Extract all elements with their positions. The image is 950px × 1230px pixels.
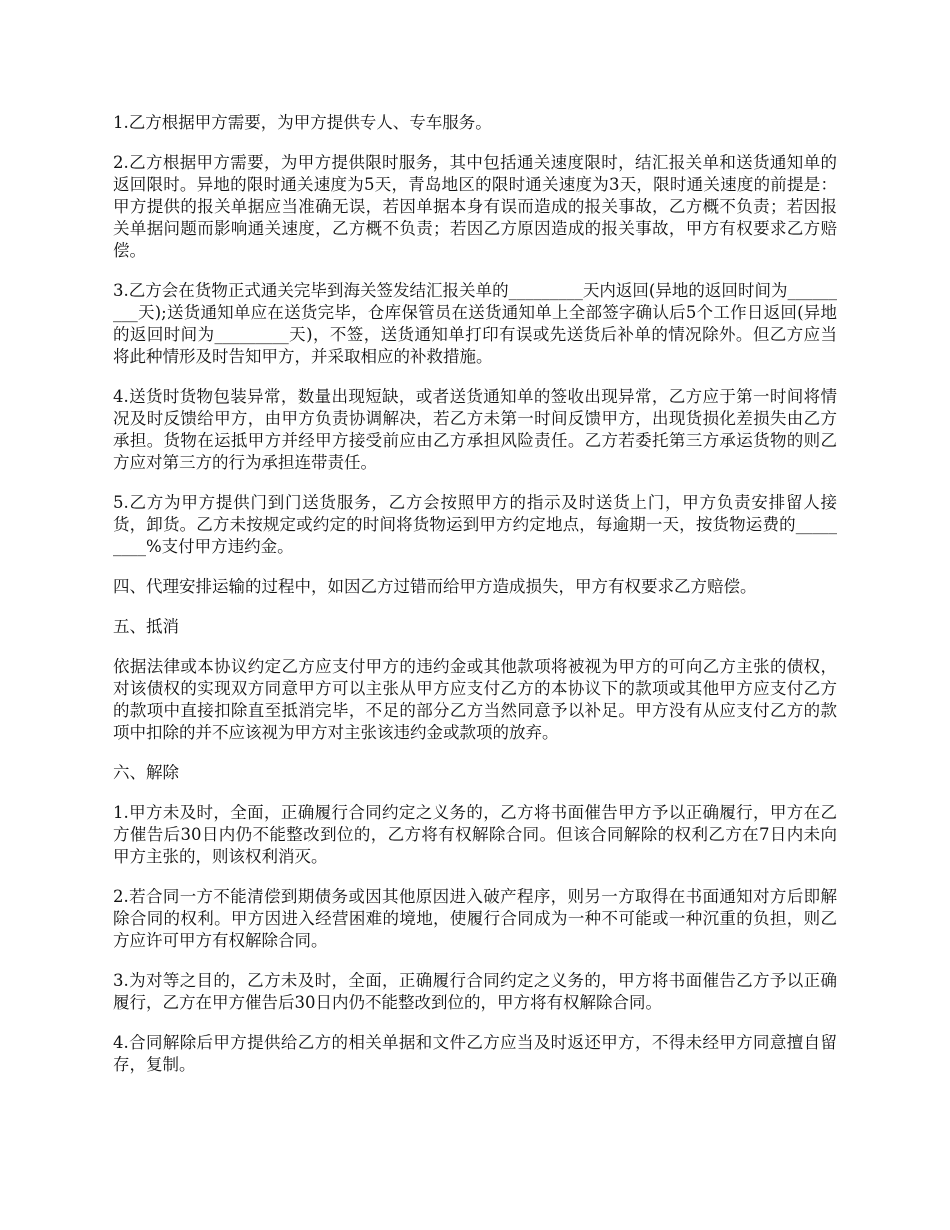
section-5-heading: 五、抵消	[113, 617, 179, 636]
clause-4-delivery-exception: 4.送货时货物包装异常，数量出现短缺，或者送货通知单的签收出现异常，乙方应于第一时间将情况及时反馈给甲方，由甲方负责协调解决，若乙方未第一时间反馈甲方，出现货损化差损失由乙方承担。货物在运抵甲方并经甲方接受前应由乙方承担风险责任。乙方若委托第三方承运货物的则乙方应对第三方的行为承担连带责任。	[113, 387, 837, 472]
termination-clause-4: 4.合同解除后甲方提供给乙方的相关单据和文件乙方应当及时返还甲方，不得未经甲方同意擅自留存，复制。	[113, 1033, 837, 1074]
section-5-offset-text: 依据法律或本协议约定乙方应支付甲方的违约金或其他款项将被视为甲方的可向乙方主张的债权，对该债权的实现双方同意甲方可以主张从甲方应支付乙方的本协议下的款项或其他甲方应支付乙方的款项中直接扣除直至抵消完毕，不足的部分乙方当然同意予以补足。甲方没有从应支付乙方的款项中扣除的并不应该视为甲方对主张该违约金或款项的放弃。	[113, 657, 837, 742]
termination-clause-3: 3.为对等之目的，乙方未及时，全面，正确履行合同约定之义务的，甲方将书面催告乙方予以正确履行，乙方在甲方催告后30日内仍不能整改到位的，甲方将有权解除合同。	[113, 971, 837, 1012]
section-6-heading: 六、解除	[113, 763, 179, 782]
clause-5-door-to-door: 5.乙方为甲方提供门到门送货服务，乙方会按照甲方的指示及时送货上门，甲方负责安排留人接货，卸货。乙方未按规定或约定的时间将货物运到甲方约定地点，每逾期一天，按货物运费的_________%支付甲方违约金。	[113, 493, 837, 556]
section-4-transport-liability: 四、代理安排运输的过程中，如因乙方过错而给甲方造成损失，甲方有权要求乙方赔偿。	[113, 577, 757, 596]
clause-2-time-limit-service: 2.乙方根据甲方需要，为甲方提供限时服务，其中包括通关速度限时，结汇报关单和送货通知单的返回限时。异地的限时通关速度为5天，青岛地区的限时通关速度为3天，限时通关速度的前提是：甲方提供的报关单据应当准确无误，若因单据本身有误而造成的报关事故，乙方概不负责；若因报关单据问题而影响通关速度，乙方概不负责；若因乙方原因造成的报关事故，甲方有权要求乙方赔偿。	[113, 153, 837, 260]
termination-clause-2: 2.若合同一方不能清偿到期债务或因其他原因进入破产程序，则另一方取得在书面通知对方后即解除合同的权利。甲方因进入经营困难的境地，使履行合同成为一种不可能或一种沉重的负担，则乙方应许可甲方有权解除合同。	[113, 887, 837, 950]
termination-clause-1: 1.甲方未及时，全面，正确履行合同约定之义务的，乙方将书面催告甲方予以正确履行，甲方在乙方催告后30日内仍不能整改到位的，乙方将有权解除合同。但该合同解除的权利乙方在7日内未向甲方主张的，则该权利消灭。	[113, 803, 837, 866]
clause-3-document-return: 3.乙方会在货物正式通关完毕到海关签发结汇报关单的_________天内返回(异地的返回时间为_________天);送货通知单应在送货完毕，仓库保管员在送货通知单上全部签字确认后5个工作日返回(异地的返回时间为_________天)，不签，送货通知单打印有误或先送货后补单的情况除外。但乙方应当将此种情形及时告知甲方，并采取相应的补救措施。	[113, 281, 837, 366]
clause-1-dedicated-service: 1.乙方根据甲方需要，为甲方提供专人、专车服务。	[113, 113, 492, 132]
